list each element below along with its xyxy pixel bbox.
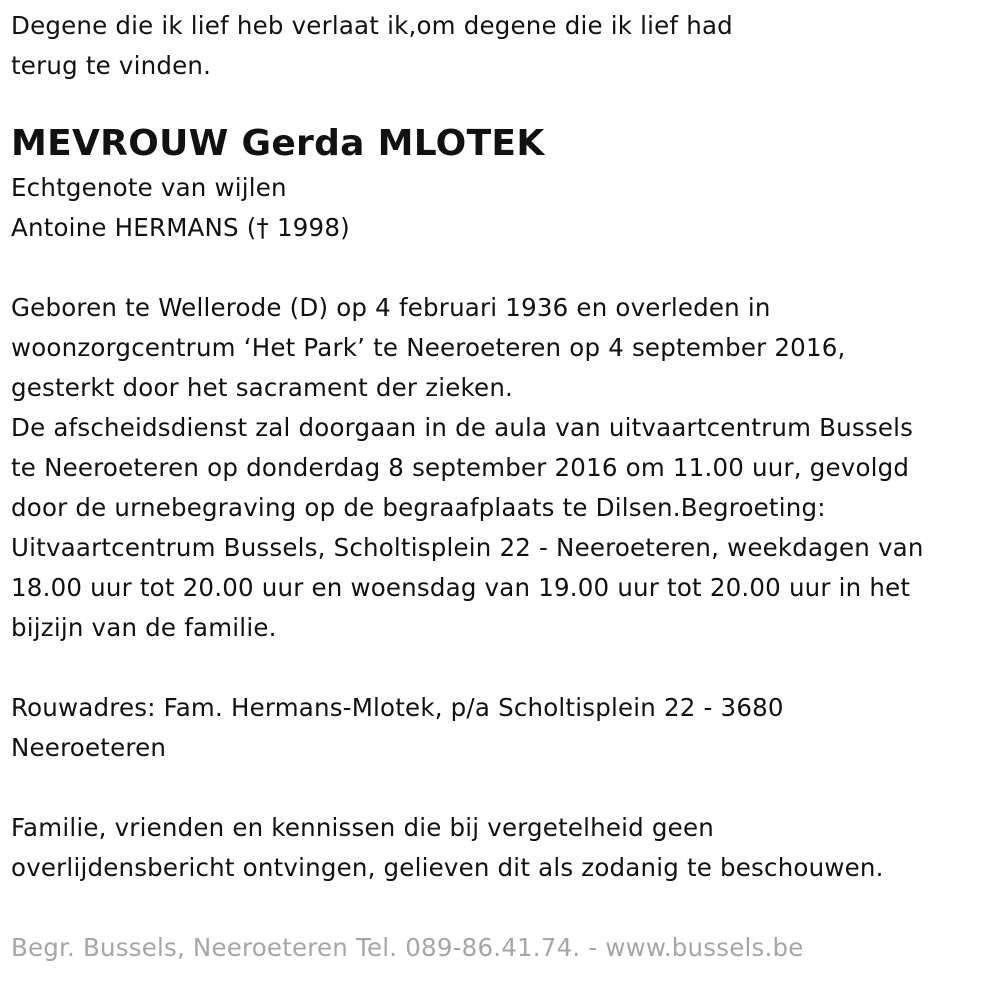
spacer [11,768,991,808]
quote-block [11,6,991,86]
spacer [11,648,991,688]
deceased-name: MEVROUW Gerda MLOTEK [11,123,545,164]
spouse-block [11,168,991,248]
details-line: gesterkt door het sacrament der zieken. [11,373,514,402]
spouse-line-2: Antoine HERMANS († 1998) [11,213,350,242]
quote-line-1: Degene die ik lief heb verlaat ik,om degene die ik lief had [11,11,733,40]
spouse-line-1: Echtgenote van wijlen [11,173,287,202]
details-block [11,288,991,648]
notice-block [11,808,991,888]
address-line-1: Rouwadres: Fam. Hermans-Mlotek, p/a Scholtisplein 22 - 3680 [11,693,784,722]
details-line: bijzijn van de familie. [11,613,277,642]
details-line: Geboren te Wellerode (D) op 4 februari 1936 en overleden in [11,293,771,322]
funeral-home-footer: Begr. Bussels, Neeroeteren Tel. 089-86.41.74. - www.bussels.be [11,933,804,962]
details-line: door de urnebegraving op de begraafplaats te Dilsen.Begroeting: [11,493,826,522]
spacer [11,888,991,928]
notice-line-1: Familie, vrienden en kennissen die bij vergetelheid geen [11,813,714,842]
spacer [11,248,991,288]
details-line: te Neeroeteren op donderdag 8 september 2016 om 11.00 uur, gevolgd [11,453,910,482]
details-line: 18.00 uur tot 20.00 uur en woensdag van 19.00 uur tot 20.00 uur in het [11,573,911,602]
details-line: Uitvaartcentrum Bussels, Scholtisplein 22 - Neeroeteren, weekdagen van [11,533,924,562]
details-line: De afscheidsdienst zal doorgaan in de aula van uitvaartcentrum Bussels [11,413,914,442]
notice-line-2: overlijdensbericht ontvingen, gelieven dit als zodanig te beschouwen. [11,853,884,882]
quote-line-2: terug te vinden. [11,51,212,80]
address-line-2: Neeroeteren [11,733,167,762]
death-notice [11,6,991,968]
details-line: woonzorgcentrum ‘Het Park’ te Neeroeteren op 4 september 2016, [11,333,846,362]
address-block [11,688,991,768]
